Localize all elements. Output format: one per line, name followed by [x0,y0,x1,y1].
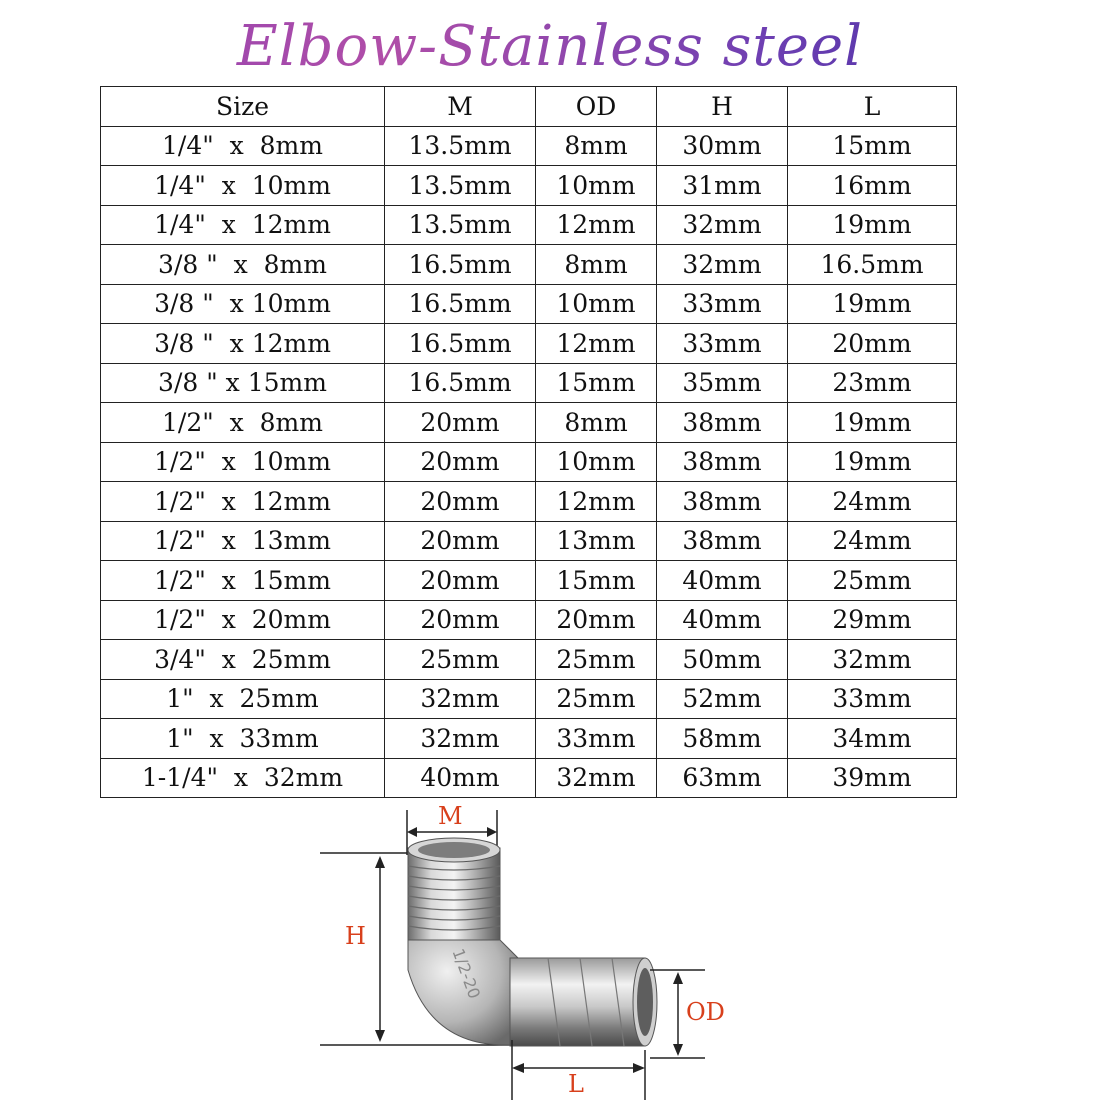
cell-h: 40mm [657,561,788,601]
cell-size: 1/2" x 8mm [101,403,385,443]
cell-l: 23mm [788,363,957,403]
cell-od: 12mm [536,205,657,245]
table-row [101,482,957,522]
table-row [101,324,957,364]
cell-m: 16.5mm [385,245,536,285]
cell-od: 13mm [536,521,657,561]
table-row [101,166,957,206]
cell-size: 1" x 33mm [101,719,385,759]
cell-m: 20mm [385,561,536,601]
cell-od: 15mm [536,363,657,403]
cell-h: 32mm [657,245,788,285]
table-row [101,284,957,324]
cell-h: 33mm [657,324,788,364]
table-row [101,363,957,403]
cell-size: 3/4" x 25mm [101,640,385,680]
header-size: Size [101,87,385,127]
cell-m: 32mm [385,719,536,759]
cell-h: 52mm [657,679,788,719]
cell-h: 35mm [657,363,788,403]
cell-l: 25mm [788,561,957,601]
cell-l: 34mm [788,719,957,759]
cell-m: 20mm [385,403,536,443]
cell-h: 38mm [657,442,788,482]
cell-l: 24mm [788,482,957,522]
spec-table [100,86,957,798]
cell-l: 24mm [788,521,957,561]
cell-od: 10mm [536,284,657,324]
table-body [101,126,957,798]
cell-od: 25mm [536,679,657,719]
cell-m: 16.5mm [385,324,536,364]
cell-h: 30mm [657,126,788,166]
header-h: H [657,87,788,127]
table-row [101,719,957,759]
casting-mark: 1/2-20 [448,945,485,1002]
table-row [101,679,957,719]
cell-size: 1/2" x 13mm [101,521,385,561]
cell-h: 38mm [657,521,788,561]
cell-od: 8mm [536,126,657,166]
header-m: M [385,87,536,127]
table-row [101,521,957,561]
cell-m: 20mm [385,600,536,640]
cell-l: 16.5mm [788,245,957,285]
cell-h: 38mm [657,403,788,443]
header-l: L [788,87,957,127]
cell-l: 15mm [788,126,957,166]
table-row [101,600,957,640]
cell-m: 16.5mm [385,284,536,324]
label-h: H [345,922,366,950]
table-row [101,442,957,482]
header-od: OD [536,87,657,127]
cell-l: 32mm [788,640,957,680]
cell-m: 20mm [385,521,536,561]
cell-size: 1/2" x 10mm [101,442,385,482]
cell-m: 40mm [385,758,536,798]
cell-od: 8mm [536,245,657,285]
cell-l: 19mm [788,205,957,245]
label-l: L [568,1070,584,1098]
cell-od: 12mm [536,324,657,364]
cell-l: 33mm [788,679,957,719]
cell-size: 3/8 " x 10mm [101,284,385,324]
cell-od: 25mm [536,640,657,680]
cell-od: 20mm [536,600,657,640]
cell-m: 13.5mm [385,205,536,245]
cell-size: 3/8 " x 12mm [101,324,385,364]
cell-od: 15mm [536,561,657,601]
cell-size: 1/4" x 12mm [101,205,385,245]
cell-size: 3/8 " x 8mm [101,245,385,285]
cell-h: 38mm [657,482,788,522]
cell-m: 25mm [385,640,536,680]
cell-od: 10mm [536,166,657,206]
table-row [101,640,957,680]
elbow-diagram [0,800,1100,1100]
cell-od: 8mm [536,403,657,443]
cell-size: 3/8 " x 15mm [101,363,385,403]
table-row [101,561,957,601]
cell-od: 12mm [536,482,657,522]
cell-l: 16mm [788,166,957,206]
label-m: M [438,802,463,830]
cell-h: 50mm [657,640,788,680]
cell-l: 39mm [788,758,957,798]
table-row [101,758,957,798]
cell-size: 1" x 25mm [101,679,385,719]
table-row [101,205,957,245]
cell-l: 19mm [788,284,957,324]
cell-m: 32mm [385,679,536,719]
elbow-fitting-illustration [0,800,1100,1100]
cell-m: 20mm [385,482,536,522]
cell-l: 29mm [788,600,957,640]
cell-m: 20mm [385,442,536,482]
cell-l: 20mm [788,324,957,364]
cell-od: 32mm [536,758,657,798]
table-row [101,245,957,285]
page-title: Elbow-Stainless steel [0,8,1100,86]
table-header-row [101,87,957,127]
table-row [101,403,957,443]
cell-od: 33mm [536,719,657,759]
cell-m: 13.5mm [385,126,536,166]
cell-h: 33mm [657,284,788,324]
cell-size: 1/4" x 8mm [101,126,385,166]
cell-size: 1/2" x 12mm [101,482,385,522]
cell-h: 32mm [657,205,788,245]
elbow-body [408,838,657,1046]
cell-h: 58mm [657,719,788,759]
label-od: OD [686,998,725,1026]
cell-l: 19mm [788,403,957,443]
table-row [101,126,957,166]
cell-size: 1/2" x 20mm [101,600,385,640]
cell-size: 1/4" x 10mm [101,166,385,206]
cell-m: 13.5mm [385,166,536,206]
cell-size: 1/2" x 15mm [101,561,385,601]
cell-h: 63mm [657,758,788,798]
cell-l: 19mm [788,442,957,482]
cell-h: 40mm [657,600,788,640]
cell-od: 10mm [536,442,657,482]
cell-m: 16.5mm [385,363,536,403]
cell-h: 31mm [657,166,788,206]
cell-size: 1-1/4" x 32mm [101,758,385,798]
